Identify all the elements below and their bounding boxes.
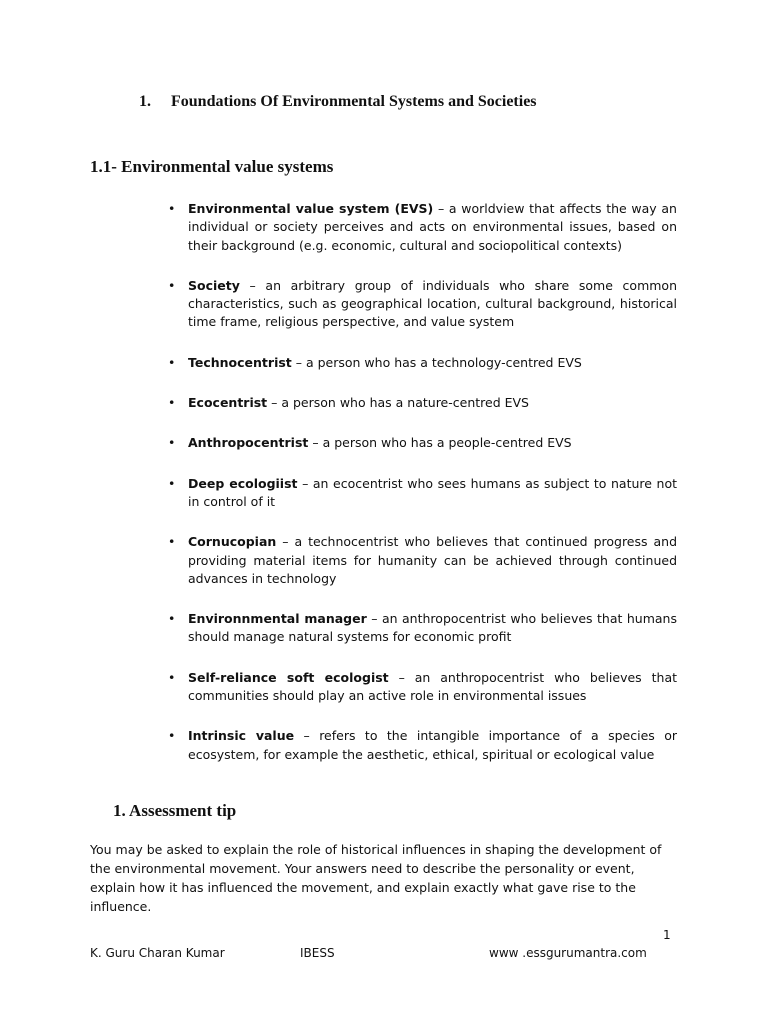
bullet-icon: • [168, 611, 176, 627]
list-item [168, 277, 677, 332]
definition-text: – an anthropocentrist who believes that communities should play an active role in environmental issues [188, 669, 677, 704]
definition-text: – a worldview that affects the way an individual or society perceives and acts on environmental issues, based on their background (e.g. economic, cultural and sociopolitical contexts) [188, 201, 677, 253]
list-item [168, 434, 677, 452]
bullet-icon: • [168, 395, 176, 411]
list-item [168, 354, 677, 372]
definition-text: – an arbitrary group of individuals who share some common characteristics, such as geographical location, cultural background, historical time frame, religious perspective, and value system [188, 277, 677, 330]
definition-text: – a person who has a people-centred EVS [308, 435, 572, 451]
bullet-icon: • [168, 201, 176, 216]
bullet-icon: • [168, 475, 176, 491]
bullet-icon: • [168, 728, 176, 744]
title-number: 1. [139, 93, 151, 110]
list-item [168, 610, 677, 647]
footer-website: www .essgurumantra.com [489, 946, 647, 960]
page-title [139, 93, 537, 111]
definition-text: – an anthropocentrist who believes that humans should manage natural systems for economic profit [188, 611, 677, 645]
definition-term: Environmental value system (EVS) [188, 201, 434, 216]
list-item [168, 533, 677, 588]
definition-text: – a person who has a nature-centred EVS [267, 395, 529, 411]
definition-term: Ecocentrist [188, 395, 268, 411]
definition-term: Intrinsic value [188, 728, 295, 744]
definition-term: Technocentrist [188, 354, 292, 370]
assessment-tip-body: You may be asked to explain the role of historical influences in shaping the development of the environmental movement. Your answers need to describe the personality or event, explain how it has influenced the movement, and explain exactly what gave rise to the influence. [90, 842, 662, 914]
definition-term: Deep ecologiist [188, 475, 298, 491]
definition-text: – a technocentrist who believes that continued progress and providing material items for humanity can be achieved through continued advances in technology [188, 534, 677, 586]
definition-term: Anthropocentrist [188, 435, 309, 451]
bullet-icon: • [168, 354, 176, 370]
list-item [168, 475, 677, 512]
assessment-tip-heading: 1. Assessment tip [113, 801, 237, 820]
definition-term: Society [188, 277, 240, 293]
bullet-icon: • [168, 534, 176, 550]
title-text: Foundations Of Environmental Systems and Societies [171, 93, 537, 110]
list-item [168, 669, 677, 706]
bullet-icon: • [168, 277, 176, 293]
definition-term: Cornucopian [188, 534, 277, 550]
definition-text: – refers to the intangible importance of a species or ecosystem, for example the aesthetic, ethical, spiritual or ecological value [188, 728, 678, 762]
definition-list [168, 200, 677, 786]
definition-term: Environnmental manager [188, 611, 367, 627]
section-heading: 1.1- Environmental value systems [90, 157, 334, 176]
footer-course: IBESS [300, 946, 335, 960]
list-item [168, 394, 677, 412]
list-item [168, 200, 677, 255]
footer-author: K. Guru Charan Kumar [90, 946, 225, 960]
definition-text: – a person who has a technology-centred EVS [291, 354, 582, 370]
definition-text: – an ecocentrist who sees humans as subject to nature not in control of it [188, 475, 677, 509]
bullet-icon: • [168, 669, 176, 685]
bullet-icon: • [168, 435, 176, 451]
list-item [168, 727, 677, 764]
definition-term: Self-reliance soft ecologist [188, 669, 389, 685]
page-number: 1 [663, 928, 671, 942]
